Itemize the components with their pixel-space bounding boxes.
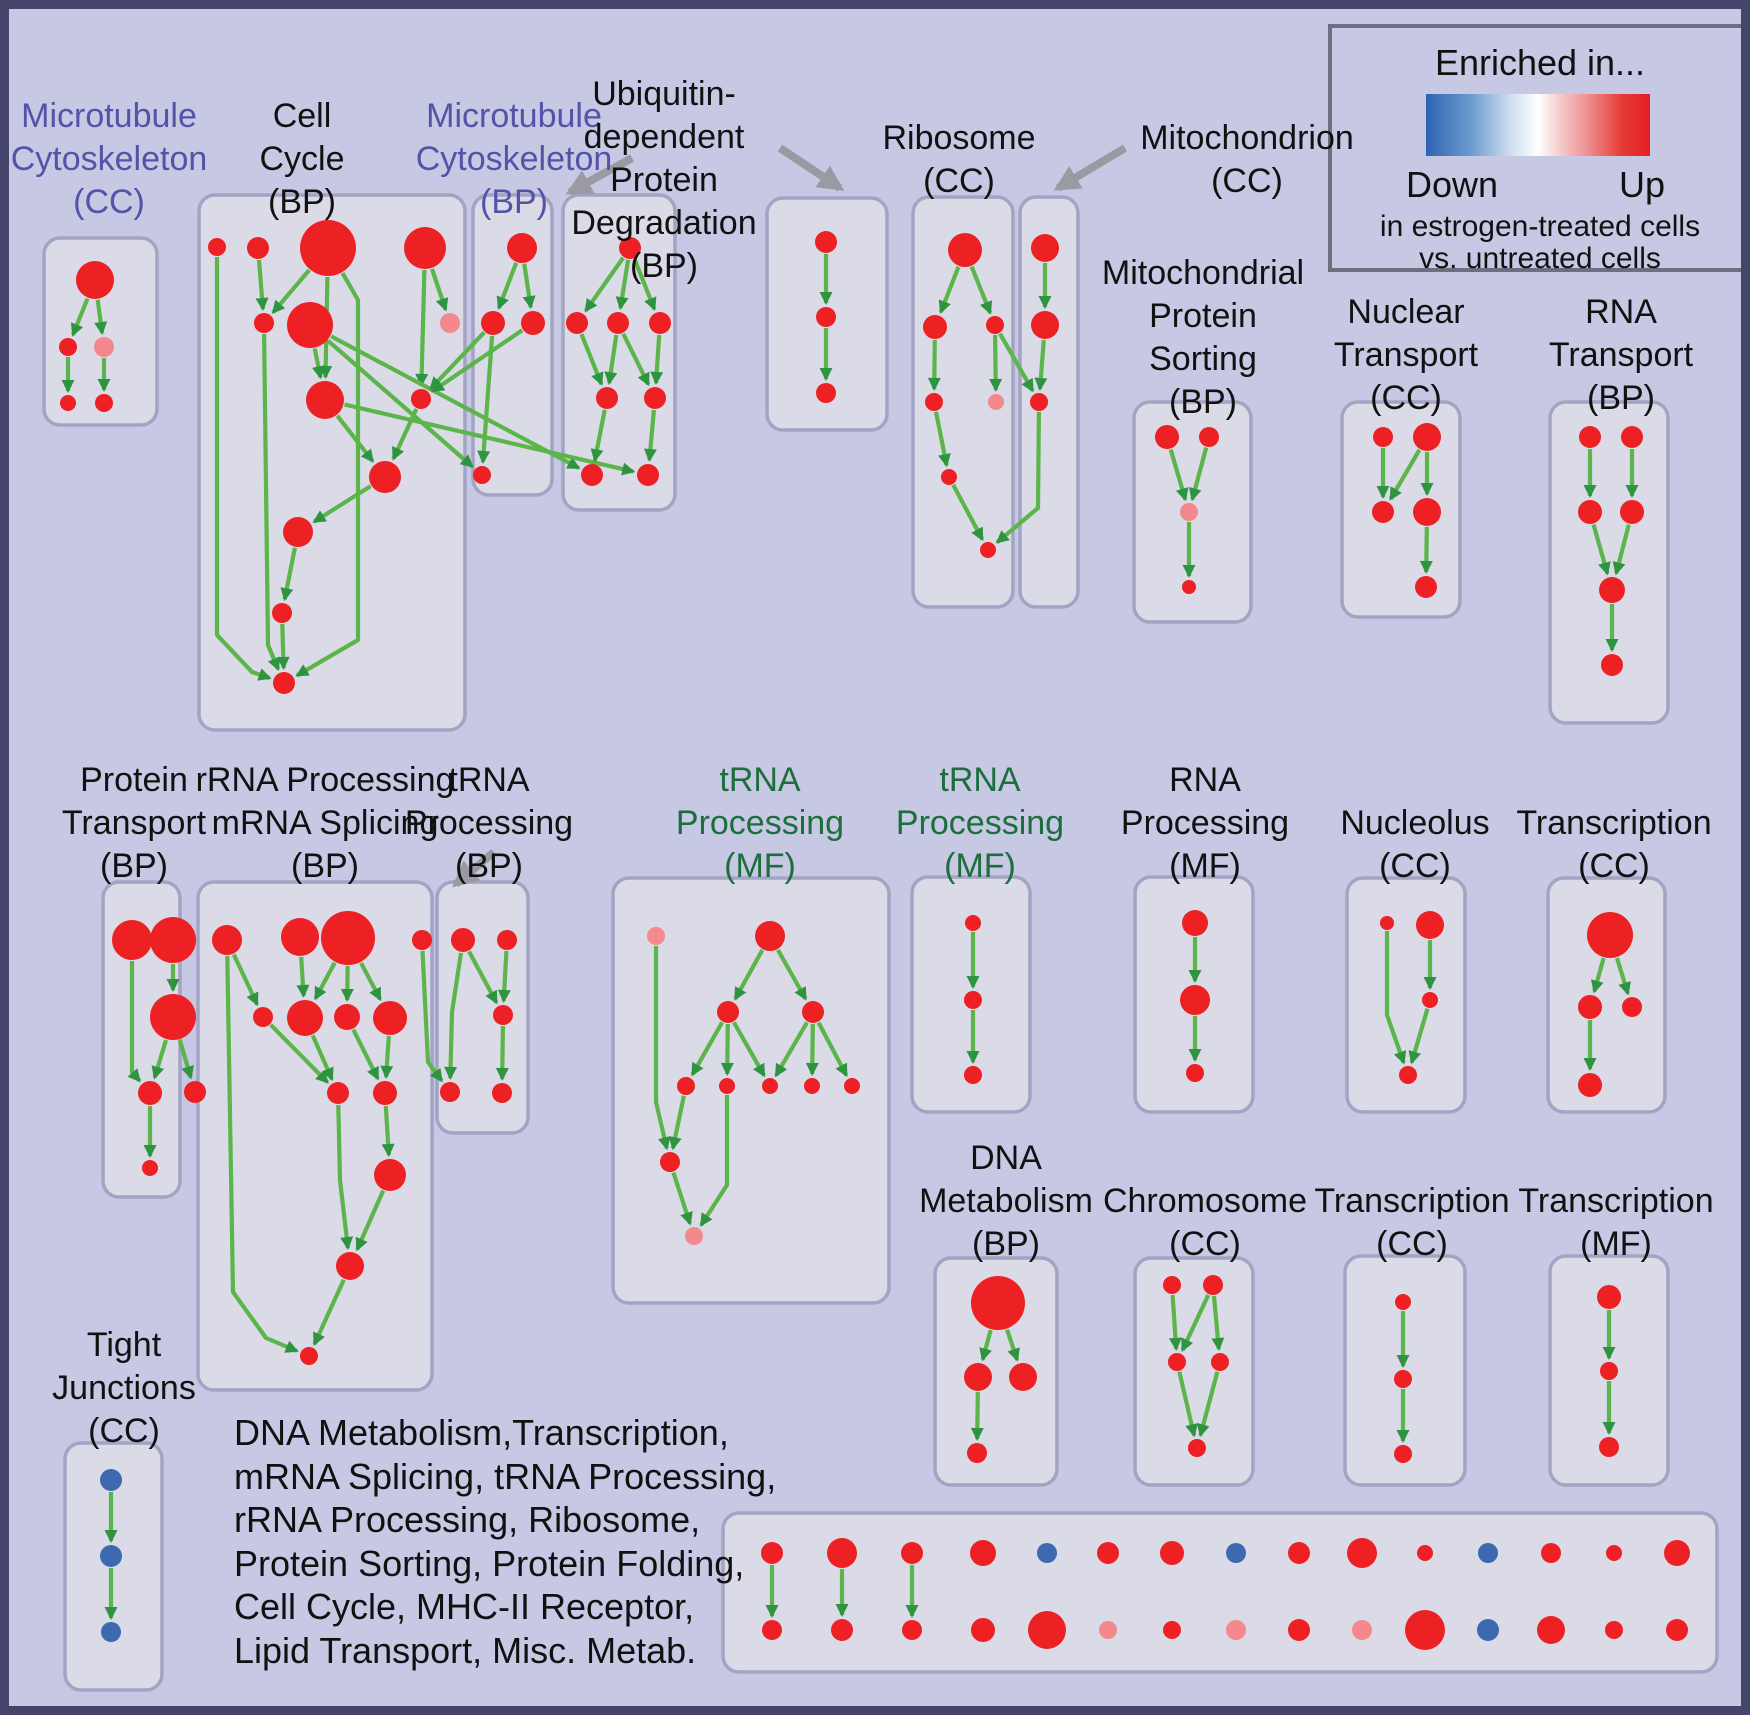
edge-arrow (977, 1392, 978, 1439)
group-label-line: Mitochondrion (1140, 119, 1354, 157)
go-term-node-p3 (138, 1081, 162, 1105)
group-label-rna-transport (1549, 291, 1693, 420)
go-term-node-n0 (1373, 427, 1393, 447)
go-term-node-ch2 (1168, 1353, 1186, 1371)
go-term-node-d2 (1009, 1363, 1037, 1391)
go-term-node-cc10 (283, 517, 313, 547)
go-term-node-p1 (150, 917, 196, 963)
go-term-node-p5 (142, 1160, 158, 1176)
go-term-node-wb10 (1405, 1610, 1445, 1650)
go-term-node-p2 (150, 994, 196, 1040)
group-label-line: Cytoskeleton (10, 140, 208, 178)
group-label-line: (CC) (1379, 847, 1451, 885)
group-label-line: Processing (675, 804, 845, 842)
go-term-node-wb6 (1163, 1621, 1181, 1639)
group-box-misc-wide (723, 1513, 1717, 1672)
go-term-node-tc2 (1622, 997, 1642, 1017)
legend-up-label: Up (1618, 164, 1666, 205)
group-label-line: Transcription (1314, 1182, 1510, 1220)
go-term-node-s1 (1199, 427, 1219, 447)
go-term-node-q10 (374, 1159, 406, 1191)
group-label-line: Processing (1120, 804, 1290, 842)
go-term-node-ch3 (1211, 1353, 1229, 1371)
go-term-node-z7 (804, 1078, 820, 1094)
go-term-node-mtb3 (473, 466, 491, 484)
group-label-line: dependent (583, 118, 745, 156)
go-term-node-n1 (1413, 423, 1441, 451)
go-term-node-r4 (988, 394, 1004, 410)
go-term-node-wt4 (1037, 1543, 1057, 1563)
go-term-node-q11 (336, 1252, 364, 1280)
group-label-line: DNA (970, 1139, 1042, 1177)
group-label-line: (BP) (972, 1225, 1040, 1263)
go-term-node-m1 (1031, 311, 1059, 339)
group-label-line: Transcription (1516, 804, 1712, 842)
group-label-line: (CC) (923, 162, 995, 200)
group-label-line: (CC) (1169, 1225, 1241, 1263)
go-term-node-q8 (327, 1082, 349, 1104)
go-term-node-t3 (1620, 500, 1644, 524)
go-term-node-y0 (965, 915, 981, 931)
go-term-node-m0 (1031, 234, 1059, 262)
go-term-node-p0 (112, 920, 152, 960)
group-label-line: Processing (404, 804, 574, 842)
go-term-node-q3 (412, 930, 432, 950)
label-pointer-arrow (780, 148, 840, 188)
group-label-ubiquitin (571, 73, 756, 288)
group-label-line: RNA (1585, 293, 1657, 331)
go-term-node-wb9 (1352, 1620, 1372, 1640)
edge-arrow (1426, 527, 1427, 572)
go-term-node-u5 (644, 387, 666, 409)
group-label-protein-transport (62, 759, 206, 888)
go-term-node-a5 (95, 394, 113, 412)
group-label-line: (CC) (1376, 1225, 1448, 1263)
go-term-node-u4 (596, 387, 618, 409)
group-label-transcription-mf (1518, 1180, 1713, 1266)
go-term-node-r2 (986, 316, 1004, 334)
go-term-node-z3 (802, 1001, 824, 1023)
group-label-line: (MF) (1580, 1225, 1652, 1263)
group-label-line: (MF) (1169, 847, 1241, 885)
group-label-trna-mf-2 (896, 759, 1064, 888)
label-pointer-arrow (1058, 148, 1125, 188)
group-label-chromosome (1103, 1180, 1307, 1266)
go-term-node-q12 (300, 1347, 318, 1365)
go-term-node-nu3 (1399, 1066, 1417, 1084)
go-term-node-z10 (685, 1227, 703, 1245)
group-label-line: (MF) (724, 847, 796, 885)
group-label-line: Protein (610, 161, 718, 199)
go-term-node-t1 (1621, 426, 1643, 448)
go-term-node-e1 (1394, 1370, 1412, 1388)
go-term-node-wb5 (1099, 1621, 1117, 1639)
go-term-node-q1 (281, 918, 319, 956)
go-term-node-v2 (816, 383, 836, 403)
group-label-line: Protein (80, 761, 188, 799)
go-term-node-q6 (334, 1004, 360, 1030)
go-term-node-wb3 (971, 1618, 995, 1642)
go-term-node-z8 (844, 1078, 860, 1094)
go-term-node-cc0 (208, 238, 226, 256)
go-term-node-z4 (677, 1077, 695, 1095)
group-label-nucleolus (1340, 802, 1489, 888)
go-term-node-cc8 (411, 389, 431, 409)
go-term-node-n2 (1372, 501, 1394, 523)
group-label-nuclear-transport (1334, 291, 1478, 420)
group-label-line: (CC) (1578, 847, 1650, 885)
go-term-node-u7 (637, 464, 659, 486)
edge-arrow (282, 624, 283, 668)
go-term-node-w2 (493, 1005, 513, 1025)
go-term-node-wb2 (902, 1620, 922, 1640)
go-term-node-u3 (649, 312, 671, 334)
go-term-node-z5 (719, 1078, 735, 1094)
go-term-node-cc6 (440, 313, 460, 333)
go-term-node-s0 (1155, 425, 1179, 449)
group-label-line: Chromosome (1102, 1182, 1308, 1220)
go-term-node-wt8 (1288, 1542, 1310, 1564)
go-term-node-d0 (971, 1276, 1025, 1330)
go-term-node-wb7 (1226, 1620, 1246, 1640)
group-label-line: (BP) (630, 247, 698, 285)
group-label-line: Nucleolus (1340, 804, 1490, 842)
go-term-node-d1 (964, 1363, 992, 1391)
group-label-line: Ubiquitin- (592, 75, 736, 113)
go-term-node-r3 (925, 393, 943, 411)
go-term-node-f0 (1597, 1285, 1621, 1309)
go-term-node-y2 (964, 1066, 982, 1084)
go-term-node-f2 (1599, 1437, 1619, 1457)
group-label-cell-cycle (259, 95, 344, 224)
group-label-line: (CC) (1370, 379, 1442, 417)
group-label-line: Tight (86, 1326, 162, 1364)
group-label-line: Processing (895, 804, 1065, 842)
group-label-line: Transcription (1518, 1182, 1714, 1220)
go-term-node-w1 (497, 930, 517, 950)
go-term-node-wt7 (1226, 1543, 1246, 1563)
go-term-node-a1 (76, 261, 114, 299)
go-term-node-tc1 (1578, 995, 1602, 1019)
edge-arrow (386, 1036, 389, 1077)
go-term-node-w3 (440, 1082, 460, 1102)
group-label-line: RNA (1169, 761, 1241, 799)
group-label-line: (BP) (291, 847, 359, 885)
group-label-microtubule-cc (11, 95, 208, 224)
go-term-node-wt10 (1417, 1545, 1433, 1561)
go-term-node-v0 (815, 231, 837, 253)
note-line: rRNA Processing, Ribosome, (234, 1499, 701, 1540)
misc-category-note (234, 1411, 776, 1672)
go-term-node-f1 (1600, 1362, 1618, 1380)
note-line: Cell Cycle, MHC-II Receptor, (234, 1586, 695, 1627)
group-label-line: Cell (272, 97, 332, 135)
go-term-node-ch4 (1188, 1439, 1206, 1457)
group-label-line: Protein (1149, 297, 1257, 335)
go-term-node-r0 (948, 233, 982, 267)
group-label-line: tRNA (719, 761, 801, 799)
group-box-nuclear-transport (1342, 402, 1460, 617)
group-label-mito-sorting (1102, 252, 1304, 424)
edge-arrow (502, 1026, 503, 1079)
go-term-node-u2 (607, 312, 629, 334)
edge-arrow (934, 340, 935, 389)
go-term-node-m2 (1030, 393, 1048, 411)
legend-panel (1328, 24, 1750, 275)
go-term-node-wt14 (1664, 1540, 1690, 1566)
group-label-mitochondrion (1140, 117, 1354, 203)
go-term-node-cc12 (273, 672, 295, 694)
go-term-node-wb11 (1477, 1619, 1499, 1641)
group-label-rna-proc-mf (1121, 759, 1289, 888)
go-term-node-x1 (1180, 985, 1210, 1015)
go-term-node-z2 (717, 1001, 739, 1023)
go-term-node-mtb2 (521, 311, 545, 335)
group-label-line: (CC) (1211, 162, 1283, 200)
group-label-line: rRNA Processing (195, 761, 455, 799)
group-label-line: (CC) (88, 1412, 160, 1450)
go-term-node-tc0 (1587, 912, 1633, 958)
group-label-trna-bp (405, 759, 573, 888)
go-term-node-wt5 (1097, 1542, 1119, 1564)
group-label-line: tRNA (448, 761, 530, 799)
group-label-line: (BP) (454, 847, 523, 885)
edge-arrow (727, 1024, 728, 1074)
edge-arrow (301, 957, 303, 996)
go-term-node-wb14 (1666, 1619, 1688, 1641)
go-term-node-mtb0 (507, 233, 537, 263)
go-term-node-x2 (1186, 1064, 1204, 1082)
group-label-line: (BP) (1586, 379, 1655, 417)
go-term-node-nu2 (1422, 992, 1438, 1008)
go-term-node-tc3 (1578, 1073, 1602, 1097)
group-label-line: Degradation (571, 204, 757, 242)
group-label-line: Metabolism (919, 1182, 1093, 1220)
go-term-node-v1 (816, 307, 836, 327)
go-term-node-mtb1 (481, 311, 505, 335)
go-term-node-tj2 (101, 1622, 121, 1642)
go-term-node-q4 (253, 1007, 273, 1027)
go-term-node-u6 (581, 464, 603, 486)
group-label-line: mRNA Splicing (211, 804, 439, 842)
go-term-node-z6 (762, 1078, 778, 1094)
group-label-tight-junctions (52, 1324, 196, 1453)
go-term-node-wb12 (1537, 1616, 1565, 1644)
go-term-node-wt13 (1606, 1545, 1622, 1561)
go-term-node-wt3 (970, 1540, 996, 1566)
go-term-node-n3 (1413, 498, 1441, 526)
group-label-trna-mf-1 (676, 759, 844, 888)
group-label-line: Nuclear (1347, 293, 1465, 331)
group-label-line: Microtubule (426, 97, 602, 135)
group-label-line: Mitochondrial (1101, 254, 1305, 292)
go-term-node-ch0 (1163, 1276, 1181, 1294)
note-line: Protein Sorting, Protein Folding, (234, 1542, 745, 1584)
go-term-node-w0 (451, 928, 475, 952)
go-term-node-cc5 (287, 302, 333, 348)
go-term-node-q0 (212, 925, 242, 955)
group-label-line: Junctions (52, 1369, 196, 1407)
go-term-node-wb4 (1028, 1611, 1066, 1649)
go-term-node-cc2 (300, 220, 356, 276)
go-term-node-ch1 (1203, 1275, 1223, 1295)
group-label-line: Sorting (1149, 340, 1257, 378)
go-term-node-q7 (373, 1001, 407, 1035)
go-term-node-wt6 (1160, 1541, 1184, 1565)
go-term-node-s3 (1182, 580, 1196, 594)
go-term-node-wt12 (1541, 1543, 1561, 1563)
group-label-line: (MF) (944, 847, 1016, 885)
group-box-rrna-mrna (198, 882, 432, 1390)
go-term-node-tj1 (100, 1545, 122, 1567)
go-term-node-cc9 (369, 461, 401, 493)
go-term-node-cc3 (404, 227, 446, 269)
edge-arrow (421, 270, 424, 385)
legend-down-label: Down (1405, 164, 1499, 205)
note-line: DNA Metabolism,Transcription, (234, 1412, 729, 1453)
group-label-line: (CC) (73, 183, 145, 221)
note-line: mRNA Splicing, tRNA Processing, (234, 1455, 777, 1497)
go-term-node-e2 (1394, 1445, 1412, 1463)
go-term-node-cc4 (254, 313, 274, 333)
go-term-node-cc7 (306, 381, 344, 419)
edge-arrow (995, 335, 996, 390)
group-label-line: (BP) (99, 847, 168, 885)
go-term-node-r6 (980, 542, 996, 558)
go-term-node-y1 (964, 991, 982, 1009)
go-term-node-u1 (566, 312, 588, 334)
go-term-node-t5 (1601, 654, 1623, 676)
go-term-node-a4 (60, 395, 76, 411)
go-term-node-q5 (287, 1000, 323, 1036)
go-term-node-a3 (94, 337, 114, 357)
go-term-node-wb1 (831, 1619, 853, 1641)
go-term-node-s2 (1180, 503, 1198, 521)
group-label-line: (BP) (479, 183, 548, 221)
go-term-node-q9 (373, 1081, 397, 1105)
go-term-node-wt1 (827, 1538, 857, 1568)
go-term-node-cc11 (272, 603, 292, 623)
go-term-node-nu1 (1416, 911, 1444, 939)
group-label-line: (BP) (1169, 383, 1237, 421)
group-label-transcription-cc-2 (1516, 802, 1711, 888)
go-term-node-nu0 (1380, 916, 1394, 930)
go-term-node-q2 (321, 911, 375, 965)
legend-subtitle-1: in estrogen-treated cells (1379, 210, 1701, 243)
go-term-node-tj0 (100, 1469, 122, 1491)
go-term-node-z1 (755, 921, 785, 951)
go-term-node-cc1 (247, 237, 269, 259)
go-term-node-e0 (1395, 1294, 1411, 1310)
group-label-line: Cytoskeleton (415, 140, 613, 178)
go-term-node-z0 (647, 927, 665, 945)
group-label-line: tRNA (939, 761, 1021, 799)
note-line: Lipid Transport, Misc. Metab. (234, 1629, 697, 1671)
go-term-node-wb8 (1288, 1619, 1310, 1641)
go-term-node-wt9 (1347, 1538, 1377, 1568)
group-label-line: Transport (1548, 336, 1694, 374)
group-label-ribosome (882, 117, 1035, 203)
group-label-line: Transport (61, 804, 207, 842)
group-label-line: Cycle (259, 140, 345, 178)
go-term-node-a2 (59, 338, 77, 356)
go-term-node-r5 (941, 469, 957, 485)
go-term-node-t0 (1579, 426, 1601, 448)
go-term-node-r1 (923, 315, 947, 339)
edge-arrow (386, 1106, 389, 1155)
legend-gradient-bar (1426, 94, 1650, 156)
go-term-node-x0 (1182, 910, 1208, 936)
group-label-line: Transport (1333, 336, 1479, 374)
go-term-node-z9 (660, 1152, 680, 1172)
edge-arrow (504, 951, 507, 1001)
legend-title: Enriched in... (1434, 42, 1646, 83)
go-term-node-wt2 (901, 1542, 923, 1564)
go-term-node-t2 (1578, 500, 1602, 524)
go-term-node-n4 (1415, 576, 1437, 598)
go-term-node-p4 (184, 1081, 206, 1103)
edge-arrow (812, 1024, 813, 1074)
go-term-node-t4 (1599, 577, 1625, 603)
go-term-node-wb13 (1605, 1621, 1623, 1639)
go-term-node-d3 (967, 1443, 987, 1463)
group-label-line: Microtubule (21, 97, 197, 135)
group-label-line: (BP) (268, 183, 336, 221)
group-label-line: Ribosome (882, 119, 1036, 157)
group-label-dna-metabolism (919, 1137, 1093, 1266)
group-label-transcription-cc-3 (1314, 1180, 1509, 1266)
legend-subtitle-2: vs. untreated cells (1419, 242, 1661, 275)
go-term-node-wt11 (1478, 1543, 1498, 1563)
go-term-node-w4 (492, 1083, 512, 1103)
